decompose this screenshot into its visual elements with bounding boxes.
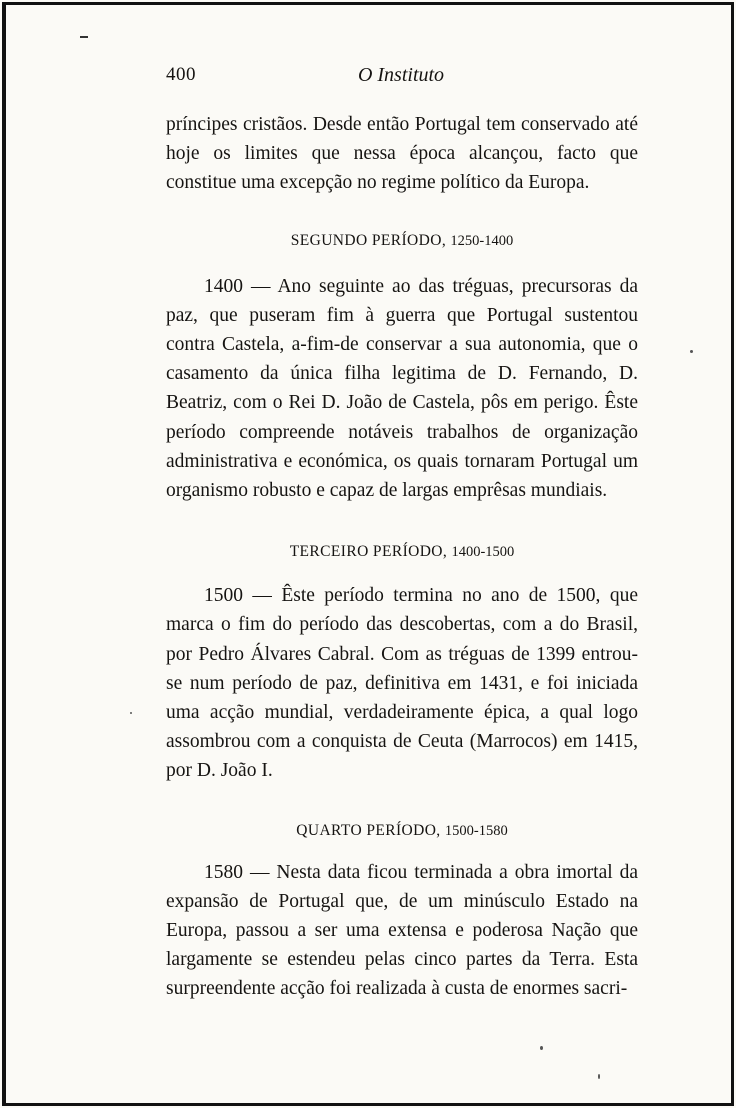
section-heading-label: SEGUNDO PERÍODO, bbox=[290, 231, 447, 249]
section-heading-dates: 1250-1400 bbox=[450, 232, 514, 249]
scan-mark bbox=[80, 36, 88, 38]
section-heading-dates: 1400-1500 bbox=[451, 544, 515, 561]
paragraph-1500: 1500 — Êste período termina no ano de 1500, que marca o fim do período das descobertas, com a do Brasil, por Pedro Álvares Cabral. Com as tréguas de 1399 entrou-se num período de paz, definitiva em 1431, e foi iniciada uma acção mundial, verdadeiramente épica, a qual logo assombrou com a conquista de Ceuta (Marrocos) em 1415, por D. João I. bbox=[166, 585, 638, 782]
scan-speck bbox=[598, 1074, 600, 1079]
scan-speck bbox=[690, 350, 693, 353]
section-heading-dates: 1500-1580 bbox=[444, 822, 508, 839]
body-text bbox=[166, 110, 638, 1004]
page-header bbox=[166, 64, 636, 90]
paragraph-1580: 1580 — Nesta data ficou terminada a obra imortal da expansão de Portugal que, de um minúsculo Estado na Europa, passou a ser uma extensa e poderosa Nação que largamente se estendeu pelas cinco partes da Terra. Esta surpreendente acção foi realizada à custa de enormes sacri- bbox=[166, 861, 638, 1000]
scan-speck bbox=[130, 712, 132, 714]
section-heading-segundo-periodo bbox=[166, 232, 638, 250]
section-heading-terceiro-periodo bbox=[166, 543, 638, 561]
paragraph-1400: 1400 — Ano seguinte ao das tréguas, precursoras da paz, que puseram fim à guerra que Portugal sustentou contra Castela, a-fim-de conservar a sua autonomia, que o casamento da única filha legitima de D. Fernando, D. Beatriz, com o Rei D. João de Castela, pôs em perigo. Êste período compreende notáveis trabalhos de organização administrativa e económica, os quais tornaram Portugal um organismo robusto e capaz de largas emprêsas mundiais. bbox=[166, 275, 638, 502]
running-title: O Instituto bbox=[357, 64, 445, 86]
section-heading-label: QUARTO PERÍODO, bbox=[296, 821, 441, 839]
section-heading-label: TERCEIRO PERÍODO, bbox=[289, 543, 448, 561]
page-number: 400 bbox=[166, 64, 196, 85]
paragraph-continuation: príncipes cristãos. Desde então Portugal tem conservado até hoje os limites que nessa época alcançou, facto que constitue uma excepção no regime político da Europa. bbox=[166, 114, 638, 194]
section-heading-quarto-periodo bbox=[166, 822, 638, 840]
scan-speck bbox=[540, 1046, 543, 1050]
